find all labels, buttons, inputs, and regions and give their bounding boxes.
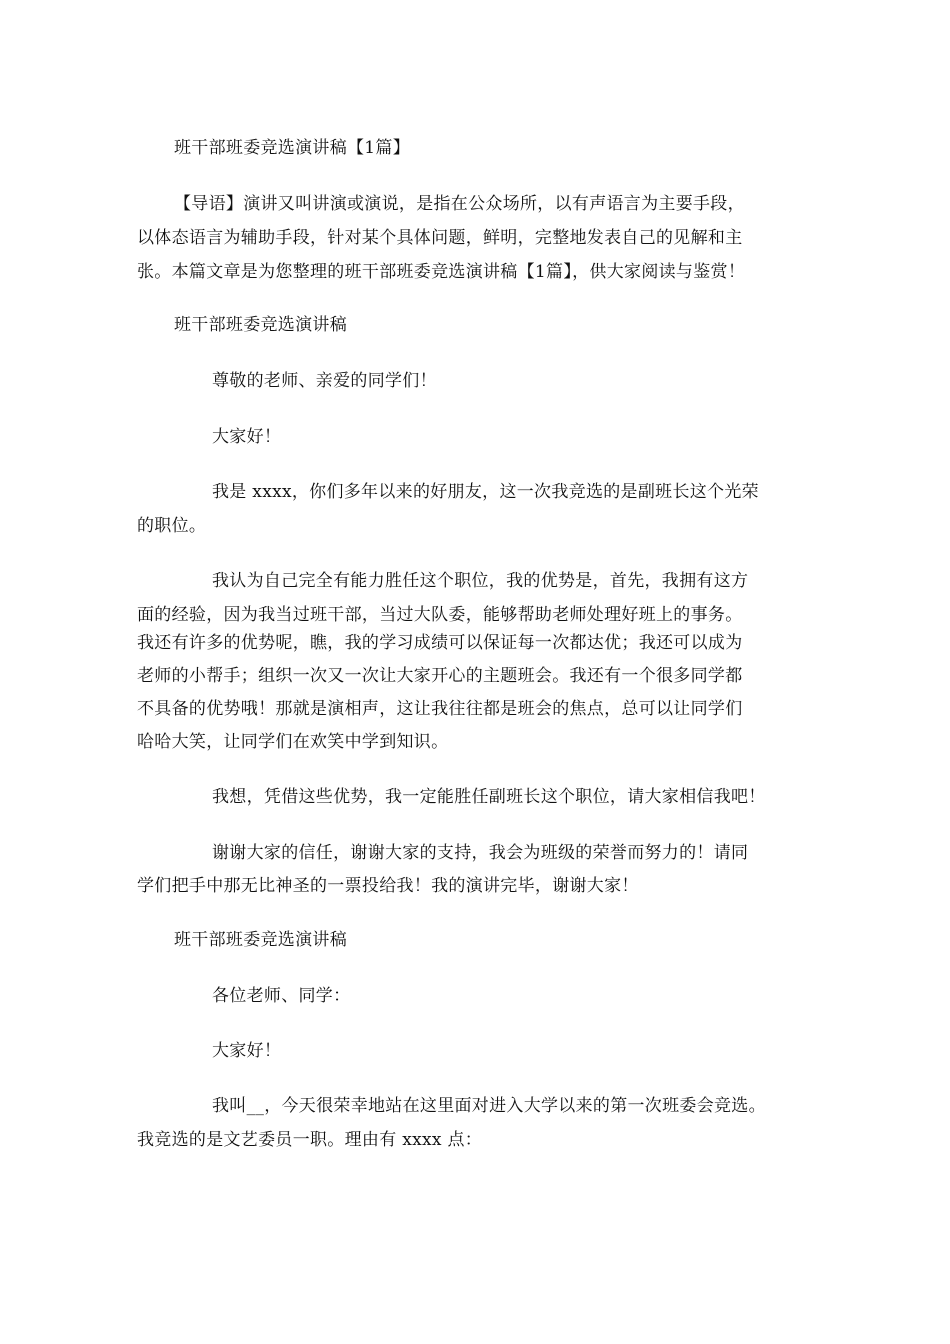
- speech2-salutation: 各位老师、同学：: [212, 986, 351, 1006]
- intro-line: 张。本篇文章是为您整理的班干部班委竞选演讲稿【1篇】，供大家阅读与鉴赏！: [137, 262, 746, 282]
- document-title: 班干部班委竞选演讲稿【1篇】: [174, 138, 411, 158]
- speech1-greeting: 大家好！: [212, 427, 282, 447]
- intro-line: 【导语】演讲又叫讲演或演说，是指在公众场所，以有声语言为主要手段，: [174, 194, 745, 214]
- paragraph-line: 我是 xxxx，你们多年以来的好朋友，这一次我竞选的是副班长这个光荣: [212, 482, 759, 502]
- speech2-heading: 班干部班委竞选演讲稿: [174, 930, 347, 950]
- paragraph-line: 我竞选的是文艺委员一职。理由有 xxxx 点：: [137, 1130, 483, 1150]
- paragraph-line: 哈哈大笑，让同学们在欢笑中学到知识。: [137, 732, 449, 752]
- paragraph-line: 我还有许多的优势呢，瞧，我的学习成绩可以保证每一次都达优；我还可以成为: [137, 633, 743, 653]
- paragraph-line: 谢谢大家的信任，谢谢大家的支持，我会为班级的荣誉而努力的！请同: [212, 843, 749, 863]
- paragraph-line: 学们把手中那无比神圣的一票投给我！我的演讲完毕，谢谢大家！: [137, 876, 639, 896]
- speech2-greeting: 大家好！: [212, 1041, 282, 1061]
- paragraph-line: 我想，凭借这些优势，我一定能胜任副班长这个职位，请大家相信我吧！: [212, 787, 766, 807]
- speech1-salutation: 尊敬的老师、亲爱的同学们！: [212, 371, 437, 391]
- paragraph-line: 面的经验，因为我当过班干部，当过大队委，能够帮助老师处理好班上的事务。: [137, 605, 743, 625]
- paragraph-line: 我叫__，今天很荣幸地站在这里面对进入大学以来的第一次班委会竞选。: [212, 1096, 766, 1116]
- paragraph-line: 的职位。: [137, 516, 207, 536]
- speech1-heading: 班干部班委竞选演讲稿: [174, 315, 347, 335]
- paragraph-line: 老师的小帮手；组织一次又一次让大家开心的主题班会。我还有一个很多同学都: [137, 666, 743, 686]
- intro-line: 以体态语言为辅助手段，针对某个具体问题，鲜明，完整地发表自己的见解和主: [137, 228, 743, 248]
- paragraph-line: 我认为自己完全有能力胜任这个职位，我的优势是，首先，我拥有这方: [212, 571, 749, 591]
- paragraph-line: 不具备的优势哦！那就是演相声，这让我往往都是班会的焦点，总可以让同学们: [137, 699, 743, 719]
